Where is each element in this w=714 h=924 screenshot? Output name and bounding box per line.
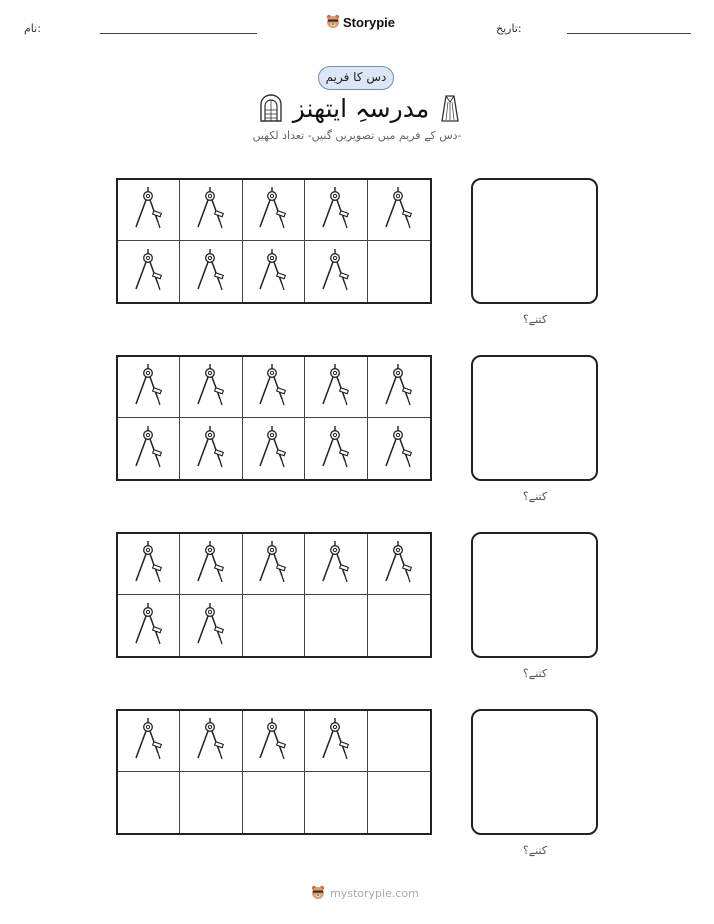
answer-box-1[interactable] [471,178,598,304]
frame-cell [305,534,367,595]
drawing-compass-icon [194,185,228,235]
drawing-compass-icon [194,539,228,589]
how-many-label-3: کتنے؟ [522,667,548,680]
drawing-compass-icon [382,539,416,589]
how-many-label-4: کتنے؟ [522,844,548,857]
drawing-compass-icon [319,362,353,412]
worksheet-type-badge: دس کا فریم [318,66,394,90]
frame-cell [368,241,430,302]
frame-cell [118,418,180,479]
frame-cell [180,357,242,418]
frame-cell [305,418,367,479]
ten-frame-4 [116,709,432,835]
frame-cell [243,241,305,302]
answer-box-2[interactable] [471,355,598,481]
drawing-compass-icon [132,247,166,297]
drawing-compass-icon [256,539,290,589]
date-line [567,33,691,34]
frame-cell [243,357,305,418]
frame-cell [368,357,430,418]
how-many-label-2: کتنے؟ [522,490,548,503]
drawing-compass-icon [256,185,290,235]
answer-box-4[interactable] [471,709,598,835]
drawing-compass-icon [319,247,353,297]
frame-cell [180,595,242,656]
footer-url: mystorypie.com [330,886,419,900]
frame-cell [305,595,367,656]
name-label: نام: [24,22,41,35]
frame-cell [180,772,242,833]
frame-cell [243,534,305,595]
frame-cell [243,595,305,656]
frame-cell [305,711,367,772]
drawing-compass-icon [132,424,166,474]
ten-frame-2 [116,355,432,481]
brand-name: Storypie [343,14,396,30]
frame-cell [368,180,430,241]
frame-cell [368,595,430,656]
brand-logo [326,14,395,30]
frame-cell [243,772,305,833]
frame-cell [180,534,242,595]
bear-mascot-icon [326,14,340,30]
ten-frame-3 [116,532,432,658]
frame-cell [368,772,430,833]
bear-mascot-icon [310,885,326,901]
frame-cell [305,357,367,418]
ten-frame-1 [116,178,432,304]
frame-cell [243,711,305,772]
drawing-compass-icon [132,539,166,589]
frame-cell [118,595,180,656]
drawing-compass-icon [256,362,290,412]
drawing-compass-icon [319,185,353,235]
date-label: تاریخ: [496,22,522,35]
frame-cell [180,180,242,241]
drawing-compass-icon [382,362,416,412]
frame-cell [368,418,430,479]
drawing-compass-icon [132,185,166,235]
instructions: دس کے فریم میں تصویریں گنیں- تعداد لکھیں- [252,129,462,142]
frame-cell [118,711,180,772]
frame-cell [180,241,242,302]
drawing-compass-icon [319,539,353,589]
frame-cell [368,711,430,772]
drawing-compass-icon [382,424,416,474]
how-many-label-1: کتنے؟ [522,313,548,326]
drawing-compass-icon [319,716,353,766]
frame-cell [243,180,305,241]
drawing-compass-icon [382,185,416,235]
frame-cell [118,772,180,833]
drawing-compass-icon [256,716,290,766]
school-door-icon [259,94,283,122]
drawing-compass-icon [194,247,228,297]
drawing-compass-icon [132,601,166,651]
name-line [100,33,257,34]
drawing-compass-icon [256,424,290,474]
frame-cell [180,711,242,772]
footer [310,885,419,901]
frame-cell [118,241,180,302]
frame-cell [305,772,367,833]
drawing-compass-icon [194,424,228,474]
robe-icon [439,94,461,122]
answer-box-3[interactable] [471,532,598,658]
frame-cell [243,418,305,479]
frame-cell [118,180,180,241]
frame-cell [305,180,367,241]
frame-cell [368,534,430,595]
worksheet-title [250,90,470,126]
frame-cell [305,241,367,302]
title-text: مدرسہِ ایتھنز [292,93,430,123]
drawing-compass-icon [132,362,166,412]
drawing-compass-icon [319,424,353,474]
frame-cell [180,418,242,479]
drawing-compass-icon [194,362,228,412]
drawing-compass-icon [132,716,166,766]
drawing-compass-icon [256,247,290,297]
drawing-compass-icon [194,601,228,651]
frame-cell [118,357,180,418]
drawing-compass-icon [194,716,228,766]
frame-cell [118,534,180,595]
